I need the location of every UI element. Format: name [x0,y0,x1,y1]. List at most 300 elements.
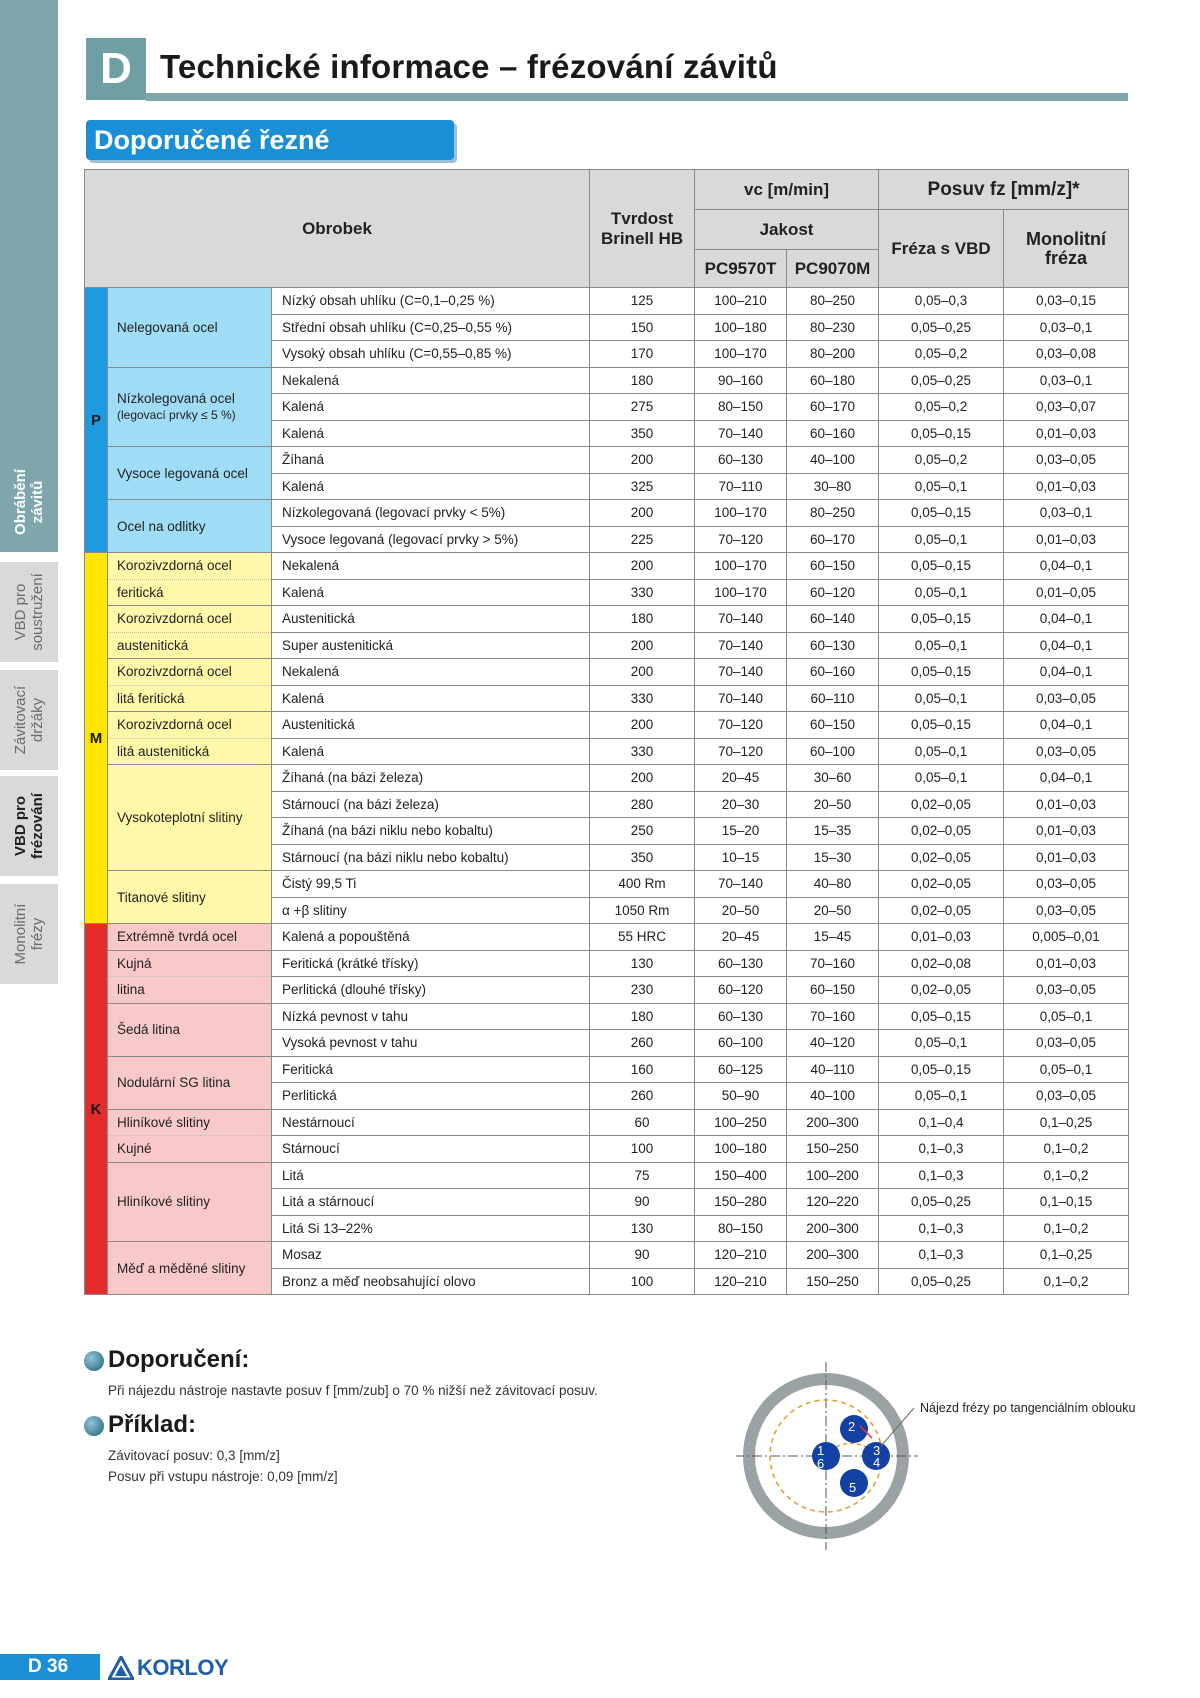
cell-subgroup: Super austenitická [272,632,590,659]
cell-hardness: 90 [590,1189,695,1216]
section-letter: D [86,38,146,100]
cell-hardness: 160 [590,1056,695,1083]
cell-vc-pc9070m: 100–200 [787,1162,879,1189]
cell-feed-solid: 0,1–0,15 [1004,1189,1129,1216]
cell-vc-pc9070m: 60–160 [787,659,879,686]
cell-vc-pc9070m: 60–150 [787,977,879,1004]
cell-hardness: 130 [590,950,695,977]
material-name: litá feritická [108,685,272,712]
cell-vc-pc9570t: 60–125 [695,1056,787,1083]
cell-feed-vbd: 0,02–0,05 [879,871,1004,898]
table-row [85,1003,1129,1030]
material-name [108,1242,272,1295]
cell-subgroup: Feritická [272,1056,590,1083]
cell-hardness: 130 [590,1215,695,1242]
page-number: D 36 [0,1654,100,1680]
header-grade-pc9070m: PC9070M [787,250,879,288]
cell-feed-vbd: 0,05–0,15 [879,659,1004,686]
bullet-icon [84,1416,104,1436]
side-tab-label: Závitovací držáky [12,685,46,755]
side-tab-label: Obrábění závitů [12,469,46,535]
cell-subgroup: Vysoká pevnost v tahu [272,1030,590,1057]
cell-vc-pc9070m: 60–100 [787,738,879,765]
cell-vc-pc9570t: 20–30 [695,791,787,818]
material-name: Hliníkové slitiny [108,1109,272,1136]
cell-vc-pc9070m: 30–80 [787,473,879,500]
cell-hardness: 100 [590,1268,695,1295]
cell-subgroup: Mosaz [272,1242,590,1269]
cell-vc-pc9570t: 100–180 [695,314,787,341]
cell-vc-pc9070m: 40–100 [787,447,879,474]
cell-vc-pc9070m: 200–300 [787,1109,879,1136]
cell-subgroup: Vysoký obsah uhlíku (C=0,55–0,85 %) [272,341,590,368]
cell-feed-vbd: 0,1–0,3 [879,1242,1004,1269]
cell-vc-pc9070m: 15–45 [787,924,879,951]
cell-hardness: 250 [590,818,695,845]
cell-hardness: 330 [590,685,695,712]
material-name [108,871,272,924]
cell-vc-pc9570t: 100–250 [695,1109,787,1136]
cell-hardness: 280 [590,791,695,818]
cell-subgroup: Perlitická [272,1083,590,1110]
material-name [108,1162,272,1242]
cell-feed-vbd: 0,05–0,15 [879,553,1004,580]
cell-hardness: 200 [590,632,695,659]
cell-vc-pc9070m: 40–110 [787,1056,879,1083]
cell-hardness: 330 [590,579,695,606]
cell-subgroup: Žíhaná [272,447,590,474]
cell-feed-solid: 0,03–0,05 [1004,871,1129,898]
table-row [85,685,1129,712]
cell-vc-pc9070m: 15–30 [787,844,879,871]
table-row [85,1056,1129,1083]
cell-hardness: 180 [590,606,695,633]
side-accent-bar [0,0,58,452]
cell-feed-solid: 0,03–0,05 [1004,447,1129,474]
cell-subgroup: Nekalená [272,553,590,580]
cell-feed-solid: 0,1–0,2 [1004,1136,1129,1163]
material-name: austenitická [108,632,272,659]
table-row [85,738,1129,765]
side-tab-label: VBD pro soustružení [12,573,46,651]
cell-vc-pc9570t: 70–110 [695,473,787,500]
table-row [85,367,1129,394]
cell-hardness: 200 [590,712,695,739]
material-name-line: Měď a měděné slitiny [117,1260,246,1276]
cell-feed-vbd: 0,05–0,25 [879,367,1004,394]
cell-hardness: 90 [590,1242,695,1269]
cell-vc-pc9570t: 100–170 [695,500,787,527]
cell-feed-solid: 0,05–0,1 [1004,1056,1129,1083]
cell-subgroup: Kalená [272,738,590,765]
cell-subgroup: Kalená [272,473,590,500]
cell-vc-pc9570t: 80–150 [695,1215,787,1242]
cell-feed-solid: 0,01–0,05 [1004,579,1129,606]
cell-vc-pc9570t: 90–160 [695,367,787,394]
cell-subgroup: Nestárnoucí [272,1109,590,1136]
cell-hardness: 230 [590,977,695,1004]
cell-vc-pc9570t: 60–130 [695,1003,787,1030]
cell-subgroup: Žíhaná (na bázi železa) [272,765,590,792]
cell-vc-pc9070m: 20–50 [787,791,879,818]
cell-subgroup: Litá a stárnoucí [272,1189,590,1216]
cell-vc-pc9570t: 10–15 [695,844,787,871]
cell-feed-vbd: 0,02–0,05 [879,818,1004,845]
material-name-line: Nízkolegovaná ocel [117,390,235,406]
table-row [85,447,1129,474]
material-name [108,1056,272,1109]
cell-subgroup: Střední obsah uhlíku (C=0,25–0,55 %) [272,314,590,341]
cell-vc-pc9070m: 60–140 [787,606,879,633]
cell-hardness: 330 [590,738,695,765]
title-underline [146,93,1128,101]
cell-feed-solid: 0,01–0,03 [1004,844,1129,871]
cell-vc-pc9070m: 80–250 [787,288,879,315]
brand-logo [108,1654,228,1682]
cell-hardness: 125 [590,288,695,315]
material-name [108,500,272,553]
cell-vc-pc9570t: 70–140 [695,659,787,686]
cell-vc-pc9070m: 15–35 [787,818,879,845]
cell-feed-solid: 0,1–0,25 [1004,1109,1129,1136]
table-row [85,1136,1129,1163]
cell-vc-pc9570t: 15–20 [695,818,787,845]
cell-hardness: 75 [590,1162,695,1189]
cell-hardness: 260 [590,1083,695,1110]
material-name: litina [108,977,272,1004]
table-row [85,500,1129,527]
cell-subgroup: Kalená [272,685,590,712]
cutting-conditions-table [84,169,1129,1295]
side-tab-label: VBD pro frézování [12,793,46,859]
table-row [85,977,1129,1004]
cell-hardness: 200 [590,659,695,686]
cell-feed-solid: 0,03–0,05 [1004,897,1129,924]
cell-vc-pc9570t: 20–50 [695,897,787,924]
cell-feed-solid: 0,03–0,05 [1004,685,1129,712]
diagram-label-2: 2 [848,1419,856,1434]
recommendation-title: Doporučení: [108,1346,250,1373]
cell-feed-solid: 0,03–0,07 [1004,394,1129,421]
cell-feed-solid: 0,1–0,2 [1004,1162,1129,1189]
header-grade-pc9570t: PC9570T [695,250,787,288]
cell-feed-solid: 0,03–0,1 [1004,367,1129,394]
table-row [85,712,1129,739]
cell-vc-pc9570t: 70–120 [695,738,787,765]
cell-feed-vbd: 0,01–0,03 [879,924,1004,951]
cell-hardness: 150 [590,314,695,341]
cell-feed-solid: 0,03–0,15 [1004,288,1129,315]
cell-vc-pc9070m: 40–120 [787,1030,879,1057]
cell-subgroup: α +β slitiny [272,897,590,924]
side-tab-threading[interactable] [0,452,58,552]
example-line-1: Závitovací posuv: 0,3 [mm/z] [108,1448,280,1463]
header-vc: vc [m/min] [695,170,879,210]
cell-vc-pc9570t: 60–120 [695,977,787,1004]
material-name-line: (legovací prvky ≤ 5 %) [117,407,236,422]
cell-feed-solid: 0,03–0,05 [1004,738,1129,765]
table-row [85,606,1129,633]
cell-vc-pc9570t: 100–210 [695,288,787,315]
table-row [85,950,1129,977]
material-group-k: K [85,924,108,1295]
cell-vc-pc9570t: 70–140 [695,632,787,659]
material-name-line: Vysokoteplotní slitiny [117,810,243,825]
cell-vc-pc9070m: 40–80 [787,871,879,898]
cell-vc-pc9070m: 150–250 [787,1268,879,1295]
cell-feed-solid: 0,01–0,03 [1004,818,1129,845]
cell-vc-pc9070m: 40–100 [787,1083,879,1110]
example-title: Příklad: [108,1411,197,1438]
cell-feed-vbd: 0,1–0,3 [879,1215,1004,1242]
recommendation-text: Při nájezdu nástroje nastavte posuv f [mm/zub] o 70 % nižší než závitovací posuv. [108,1383,598,1398]
cell-subgroup: Vysoce legovaná (legovací prvky > 5%) [272,526,590,553]
material-name [108,367,272,447]
cell-vc-pc9070m: 60–170 [787,394,879,421]
cell-hardness: 170 [590,341,695,368]
table-row [85,1162,1129,1189]
cell-vc-pc9070m: 150–250 [787,1136,879,1163]
cell-subgroup: Litá Si 13–22% [272,1215,590,1242]
cell-subgroup: Perlitická (dlouhé třísky) [272,977,590,1004]
cell-subgroup: Litá [272,1162,590,1189]
table-row [85,579,1129,606]
cell-feed-solid: 0,04–0,1 [1004,632,1129,659]
tangential-entry-diagram [736,1360,1146,1550]
cell-vc-pc9070m: 80–230 [787,314,879,341]
cell-feed-solid: 0,1–0,25 [1004,1242,1129,1269]
cell-hardness: 200 [590,553,695,580]
material-group-m: M [85,553,108,924]
table-row [85,1109,1129,1136]
cell-subgroup: Bronz a měď neobsahující olovo [272,1268,590,1295]
material-group-p: P [85,288,108,553]
cell-vc-pc9070m: 70–160 [787,1003,879,1030]
side-tab-label: Monolitní frézy [12,903,46,965]
cell-feed-solid: 0,03–0,05 [1004,1030,1129,1057]
cell-feed-solid: 0,05–0,1 [1004,1003,1129,1030]
cell-feed-vbd: 0,02–0,05 [879,791,1004,818]
table-row [85,288,1129,315]
cell-feed-solid: 0,01–0,03 [1004,473,1129,500]
cell-feed-solid: 0,03–0,08 [1004,341,1129,368]
cell-feed-solid: 0,01–0,03 [1004,791,1129,818]
cell-vc-pc9570t: 20–45 [695,924,787,951]
cell-feed-solid: 0,03–0,05 [1004,1083,1129,1110]
diagram-label-3: 3 [873,1443,881,1458]
cell-subgroup: Stárnoucí (na bázi niklu nebo kobaltu) [272,844,590,871]
table-row [85,871,1129,898]
page-title: Technické informace – frézování závitů [160,48,778,85]
material-name: litá austenitická [108,738,272,765]
cell-feed-solid: 0,04–0,1 [1004,606,1129,633]
diagram-label-4: 4 [873,1455,881,1470]
material-name-line: Ocel na odlitky [117,518,206,534]
cell-vc-pc9070m: 30–60 [787,765,879,792]
cell-feed-solid: 0,04–0,1 [1004,553,1129,580]
cell-feed-vbd: 0,05–0,25 [879,1189,1004,1216]
header-solid-mill: Monolitní fréza [1004,210,1129,288]
material-name: Korozivzdorná ocel [108,712,272,739]
table-row [85,659,1129,686]
cell-vc-pc9570t: 70–140 [695,606,787,633]
cell-feed-solid: 0,01–0,03 [1004,420,1129,447]
material-name [108,924,272,951]
cell-feed-vbd: 0,02–0,05 [879,897,1004,924]
cell-vc-pc9570t: 100–170 [695,553,787,580]
example-line-2: Posuv při vstupu nástroje: 0,09 [mm/z] [108,1469,338,1484]
table-row [85,632,1129,659]
material-name: Kujné [108,1136,272,1163]
cell-vc-pc9070m: 200–300 [787,1242,879,1269]
header-vbd-mill: Fréza s VBD [879,210,1004,288]
cell-feed-vbd: 0,05–0,1 [879,685,1004,712]
diagram-label-6: 6 [817,1456,825,1471]
cell-vc-pc9570t: 150–280 [695,1189,787,1216]
cell-hardness: 180 [590,1003,695,1030]
cell-subgroup: Austenitická [272,712,590,739]
cell-feed-vbd: 0,05–0,1 [879,579,1004,606]
cell-subgroup: Feritická (krátké třísky) [272,950,590,977]
material-name [108,1003,272,1056]
cell-hardness: 350 [590,420,695,447]
cell-feed-vbd: 0,05–0,25 [879,1268,1004,1295]
cell-vc-pc9570t: 120–210 [695,1268,787,1295]
header-grade: Jakost [695,210,879,250]
cell-feed-vbd: 0,05–0,2 [879,447,1004,474]
cell-feed-vbd: 0,1–0,4 [879,1109,1004,1136]
cell-vc-pc9070m: 120–220 [787,1189,879,1216]
side-tab-solid-mills[interactable] [0,884,58,984]
material-name: Kujná [108,950,272,977]
cell-feed-vbd: 0,05–0,15 [879,712,1004,739]
header-workpiece: Obrobek [85,170,590,288]
bullet-icon [84,1351,104,1371]
cell-subgroup: Nízká pevnost v tahu [272,1003,590,1030]
cell-hardness: 400 Rm [590,871,695,898]
section-heading: Doporučené řezné [86,120,454,160]
cell-feed-vbd: 0,05–0,15 [879,420,1004,447]
cell-hardness: 200 [590,765,695,792]
material-name-line: Nelegovaná ocel [117,319,218,335]
cell-feed-vbd: 0,02–0,08 [879,950,1004,977]
cell-vc-pc9070m: 60–120 [787,579,879,606]
cell-vc-pc9570t: 120–210 [695,1242,787,1269]
cell-feed-solid: 0,03–0,1 [1004,500,1129,527]
material-name: Korozivzdorná ocel [108,606,272,633]
cell-feed-vbd: 0,05–0,2 [879,341,1004,368]
cell-hardness: 1050 Rm [590,897,695,924]
table-row [85,924,1129,951]
material-name: Korozivzdorná ocel [108,659,272,686]
cell-feed-solid: 0,01–0,03 [1004,950,1129,977]
side-tab-holders[interactable] [0,670,58,770]
material-name-line: Vysoce legovaná ocel [117,465,248,481]
cell-feed-solid: 0,03–0,05 [1004,977,1129,1004]
diagram-caption: Nájezd frézy po tangenciálním oblouku [920,1401,1136,1415]
cell-hardness: 260 [590,1030,695,1057]
cell-subgroup: Stárnoucí (na bázi železa) [272,791,590,818]
material-name-line: Titanové slitiny [117,889,206,905]
cell-hardness: 60 [590,1109,695,1136]
cell-vc-pc9570t: 150–400 [695,1162,787,1189]
cell-feed-vbd: 0,1–0,3 [879,1136,1004,1163]
cell-feed-vbd: 0,05–0,1 [879,1030,1004,1057]
cell-vc-pc9570t: 50–90 [695,1083,787,1110]
cell-vc-pc9070m: 60–160 [787,420,879,447]
cell-feed-vbd: 0,05–0,1 [879,765,1004,792]
side-tab-turning-inserts[interactable] [0,562,58,662]
cell-subgroup: Nekalená [272,367,590,394]
cell-vc-pc9070m: 80–250 [787,500,879,527]
cell-feed-vbd: 0,05–0,2 [879,394,1004,421]
cell-subgroup: Nízký obsah uhlíku (C=0,1–0,25 %) [272,288,590,315]
material-name-line: Nodulární SG litina [117,1075,231,1090]
cell-vc-pc9570t: 70–140 [695,685,787,712]
table-row [85,1242,1129,1269]
cell-vc-pc9070m: 80–200 [787,341,879,368]
cell-feed-vbd: 0,05–0,1 [879,473,1004,500]
cell-feed-vbd: 0,05–0,15 [879,1003,1004,1030]
cell-feed-vbd: 0,05–0,3 [879,288,1004,315]
cell-vc-pc9070m: 60–110 [787,685,879,712]
brand-name: KORLOY [137,1655,229,1680]
cell-subgroup: Nekalená [272,659,590,686]
cell-vc-pc9570t: 70–120 [695,526,787,553]
cell-subgroup: Kalená [272,579,590,606]
cell-vc-pc9070m: 200–300 [787,1215,879,1242]
cell-feed-vbd: 0,05–0,1 [879,1083,1004,1110]
material-name [108,288,272,368]
cell-vc-pc9570t: 100–180 [695,1136,787,1163]
material-name-line: Extrémně tvrdá ocel [117,929,238,945]
cell-feed-vbd: 0,05–0,15 [879,500,1004,527]
cell-feed-solid: 0,01–0,03 [1004,526,1129,553]
cell-hardness: 100 [590,1136,695,1163]
diagram-label-1: 1 [817,1443,825,1458]
table-row [85,765,1129,792]
cell-feed-vbd: 0,05–0,15 [879,606,1004,633]
cell-vc-pc9570t: 80–150 [695,394,787,421]
cell-feed-solid: 0,005–0,01 [1004,924,1129,951]
cell-feed-solid: 0,1–0,2 [1004,1215,1129,1242]
cell-feed-vbd: 0,05–0,15 [879,1056,1004,1083]
diagram-label-5: 5 [849,1480,857,1495]
cell-vc-pc9570t: 60–100 [695,1030,787,1057]
cell-feed-solid: 0,04–0,1 [1004,659,1129,686]
material-name-line: Hliníkové slitiny [117,1194,211,1210]
cell-vc-pc9570t: 100–170 [695,579,787,606]
cell-vc-pc9570t: 70–140 [695,420,787,447]
header-feed: Posuv fz [mm/z]* [879,170,1129,210]
cell-feed-vbd: 0,02–0,05 [879,977,1004,1004]
cell-subgroup: Nízkolegovaná (legovací prvky < 5%) [272,500,590,527]
cell-subgroup: Austenitická [272,606,590,633]
cell-subgroup: Čistý 99,5 Ti [272,871,590,898]
cell-vc-pc9570t: 60–130 [695,950,787,977]
cell-feed-vbd: 0,02–0,05 [879,844,1004,871]
cell-vc-pc9070m: 70–160 [787,950,879,977]
cell-feed-vbd: 0,05–0,1 [879,632,1004,659]
cell-vc-pc9570t: 70–140 [695,871,787,898]
cell-vc-pc9070m: 20–50 [787,897,879,924]
header-hardness: Tvrdost Brinell HB [590,170,695,288]
material-name [108,447,272,500]
cell-vc-pc9570t: 20–45 [695,765,787,792]
cell-vc-pc9070m: 60–150 [787,553,879,580]
side-tab-milling-inserts[interactable] [0,776,58,876]
cell-feed-vbd: 0,05–0,1 [879,526,1004,553]
